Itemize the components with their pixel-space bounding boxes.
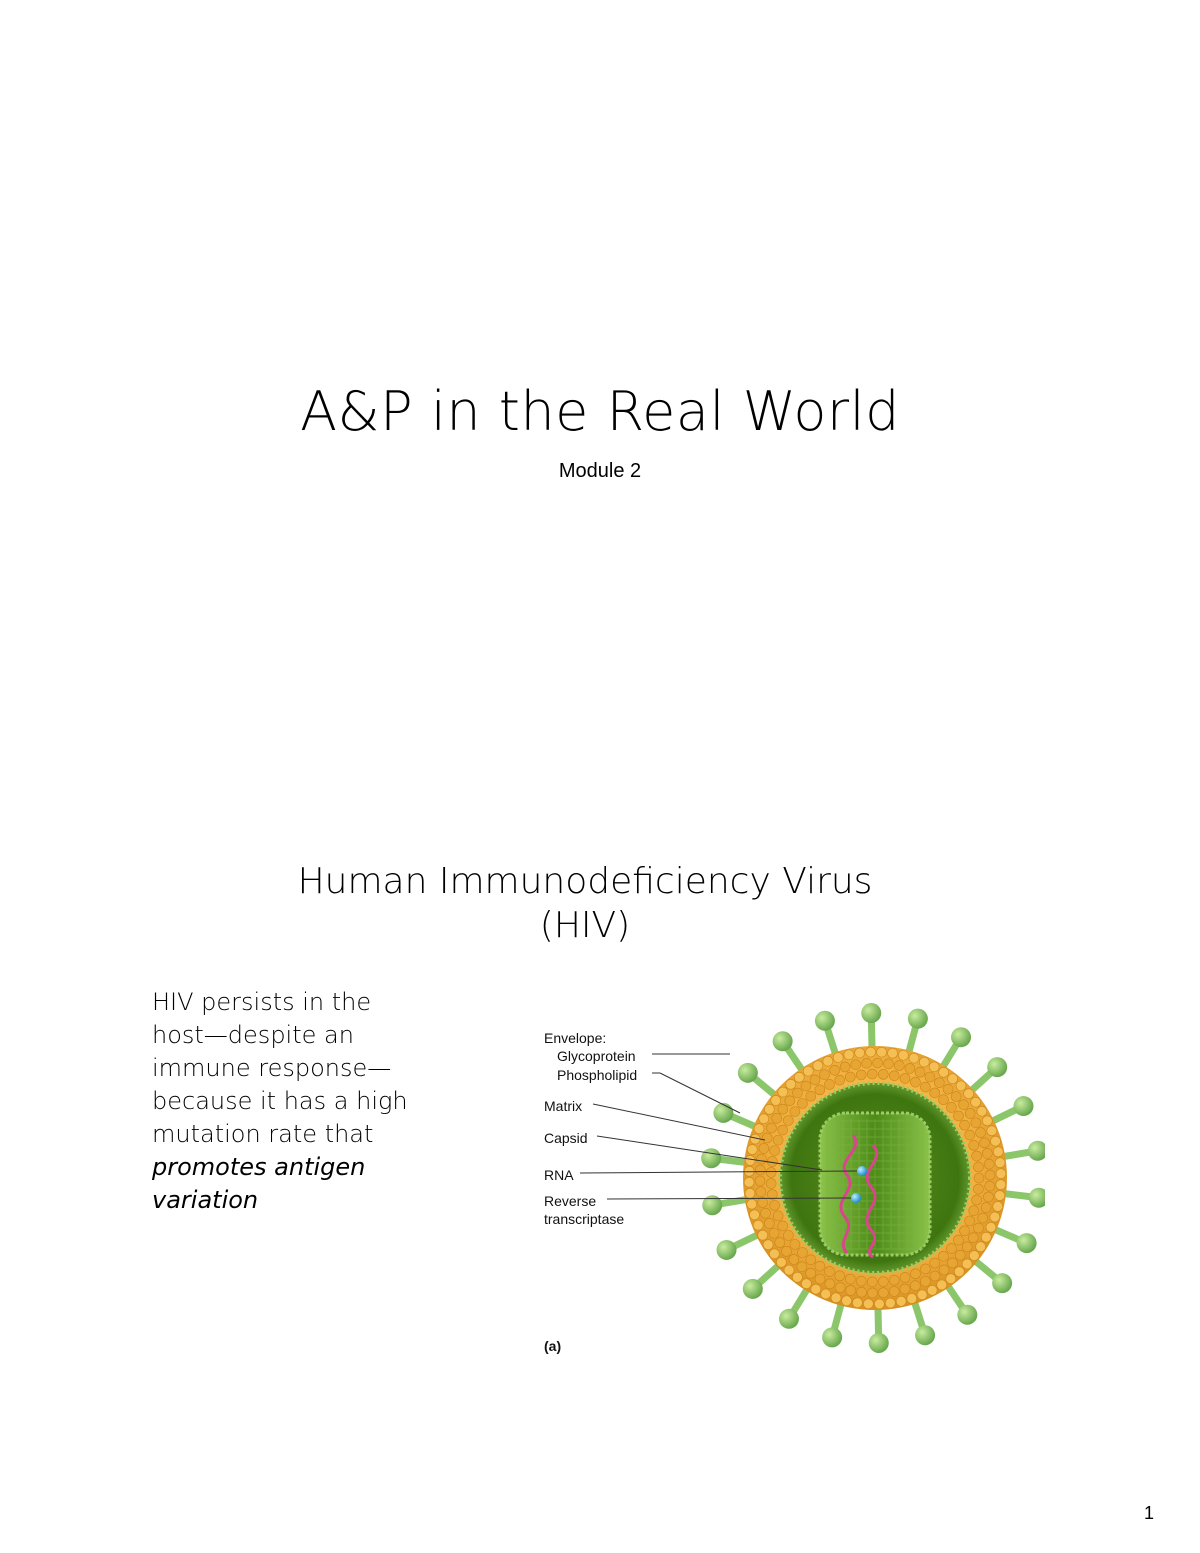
phospholipid-bead [878, 1277, 888, 1287]
phospholipid-bead [833, 1052, 843, 1062]
phospholipid-bead [917, 1290, 927, 1300]
phospholipid-bead [905, 1063, 915, 1073]
phospholipid-bead [938, 1251, 948, 1261]
phospholipid-bead [972, 1151, 982, 1161]
phospholipid-bead [900, 1273, 910, 1283]
label-phospholipid: Phospholipid [557, 1067, 638, 1083]
phospholipid-bead [842, 1296, 852, 1306]
phospholipid-bead [790, 1239, 800, 1249]
phospholipid-bead [840, 1062, 850, 1072]
phospholipid-bead [830, 1065, 840, 1075]
label-glycoprotein: Glycoprotein [557, 1048, 636, 1064]
body-emphasis-line: promotes antigen [152, 1153, 366, 1181]
phospholipid-bead [981, 1203, 991, 1213]
phospholipid-bead [920, 1082, 930, 1092]
phospholipid-bead [995, 1191, 1005, 1201]
phospholipid-bead [956, 1081, 966, 1091]
phospholipid-bead [985, 1181, 995, 1191]
phospholipid-bead [955, 1250, 965, 1260]
phospholipid-bead [965, 1216, 975, 1226]
body-line: immune response— [152, 1054, 392, 1082]
phospholipid-bead [856, 1276, 866, 1286]
phospholipid-bead [758, 1198, 768, 1208]
phospholipid-bead [969, 1206, 979, 1216]
spike-head [869, 1333, 889, 1353]
phospholipid-bead [778, 1221, 788, 1231]
phospholipid-bead [937, 1280, 947, 1290]
phospholipid-bead [785, 1096, 795, 1106]
phospholipid-bead [888, 1048, 898, 1058]
phospholipid-bead [855, 1048, 865, 1058]
phospholipid-bead [969, 1140, 979, 1150]
phospholipid-bead [971, 1097, 981, 1107]
phospholipid-bead [835, 1283, 845, 1293]
phospholipid-bead [776, 1257, 786, 1267]
phospholipid-bead [877, 1047, 887, 1057]
phospholipid-bead [825, 1079, 835, 1089]
reverse-transcriptase-molecule [851, 1193, 861, 1203]
phospholipid-bead [845, 1274, 855, 1284]
spike-head [908, 1009, 928, 1029]
spike-head [717, 1240, 737, 1260]
spike-head [815, 1011, 835, 1031]
phospholipid-bead [946, 1102, 956, 1112]
phospholipid-bead [769, 1228, 779, 1238]
spike-head [773, 1031, 793, 1051]
phospholipid-bead [993, 1147, 1003, 1157]
phospholipid-bead [927, 1285, 937, 1295]
phospholipid-bead [996, 1180, 1006, 1190]
phospholipid-bead [981, 1232, 991, 1242]
hiv-body-text [152, 986, 462, 1217]
phospholipid-bead [973, 1162, 983, 1172]
phospholipid-bead [889, 1275, 899, 1285]
phospholipid-bead [766, 1123, 776, 1133]
phospholipid-bead [747, 1199, 757, 1209]
phospholipid-bead [946, 1244, 956, 1254]
phospholipid-bead [771, 1095, 781, 1105]
label-rna: RNA [544, 1167, 574, 1183]
phospholipid-bead [965, 1108, 975, 1118]
spike-head [915, 1325, 935, 1345]
phospholipid-bead [821, 1289, 831, 1299]
phospholipid-bead [964, 1089, 974, 1099]
phospholipid-bead [747, 1145, 757, 1155]
body-line: because it has a high [152, 1087, 408, 1115]
spike-head [701, 1148, 721, 1168]
phospholipid-bead [951, 1092, 961, 1102]
phospholipid-bead [920, 1276, 930, 1286]
phospholipid-bead [749, 1210, 759, 1220]
phospholipid-bead [909, 1053, 919, 1063]
slide-subtitle: Module 2 [558, 460, 642, 482]
slide-title: A&P in the Real World [300, 380, 900, 443]
phospholipid-bead [965, 1130, 975, 1140]
phospholipid-bead [759, 1114, 769, 1124]
phospholipid-bead [745, 1155, 755, 1165]
label-capsid: Capsid [544, 1130, 588, 1146]
phospholipid-bead [930, 1088, 940, 1098]
phospholipid-bead [786, 1079, 796, 1089]
phospholipid-bead [878, 1069, 888, 1079]
spike-head [1029, 1188, 1045, 1208]
phospholipid-bead [973, 1184, 983, 1194]
phospholipid-bead [867, 1069, 877, 1079]
phospholipid-bead [986, 1222, 996, 1232]
phospholipid-bead [770, 1146, 780, 1156]
phospholipid-bead [764, 1104, 774, 1114]
phospholipid-bead [813, 1061, 823, 1071]
phospholipid-bead [823, 1056, 833, 1066]
phospholipid-bead [873, 1058, 883, 1068]
phospholipid-bead [778, 1104, 788, 1114]
label-reverse: Reverse [544, 1193, 597, 1209]
phospholipid-bead [991, 1136, 1001, 1146]
phospholipid-bead [960, 1226, 970, 1236]
phospholipid-bead [883, 1059, 893, 1069]
phospholipid-bead [974, 1173, 984, 1183]
phospholipid-bead [845, 1072, 855, 1082]
phospholipid-bead [925, 1072, 935, 1082]
phospholipid-bead [811, 1284, 821, 1294]
phospholipid-bead [938, 1095, 948, 1105]
label-envelope: Envelope: [544, 1030, 607, 1046]
page-number: 1 [1143, 1503, 1154, 1523]
phospholipid-bead [846, 1285, 856, 1295]
phospholipid-bead [993, 1201, 1003, 1211]
phospholipid-bead [755, 1165, 765, 1175]
hiv-slide-title [150, 860, 1020, 948]
phospholipid-bead [753, 1220, 763, 1230]
phospholipid-bead [900, 1073, 910, 1083]
phospholipid-bead [775, 1238, 785, 1248]
phospholipid-bead [930, 1271, 940, 1281]
phospholipid-bead [954, 1267, 964, 1277]
phospholipid-bead [759, 1143, 769, 1153]
phospholipid-bead [878, 1288, 888, 1298]
phospholipid-bead [763, 1240, 773, 1250]
spike-head [987, 1057, 1007, 1077]
phospholipid-bead [900, 1284, 910, 1294]
phospholipid-bead [962, 1242, 972, 1252]
phospholipid-bead [971, 1118, 981, 1128]
spike-head [738, 1063, 758, 1083]
phospholipid-bead [781, 1246, 791, 1256]
phospholipid-bead [874, 1299, 884, 1309]
phospholipid-bead [815, 1274, 825, 1284]
body-line: HIV persists in the [152, 988, 372, 1016]
phospholipid-bead [972, 1195, 982, 1205]
phospholipid-bead [982, 1148, 992, 1158]
phospholipid-bead [754, 1124, 764, 1134]
phospholipid-bead [778, 1087, 788, 1097]
phospholipid-bead [977, 1106, 987, 1116]
phospholipid-bead [792, 1272, 802, 1282]
phospholipid-bead [835, 1271, 845, 1281]
phospholipid-bead [948, 1074, 958, 1084]
hiv-structure-figure [535, 995, 1045, 1365]
phospholipid-bead [976, 1128, 986, 1138]
phospholipid-bead [790, 1107, 800, 1117]
phospholipid-bead [982, 1116, 992, 1126]
hiv-title-line2: (HIV) [539, 905, 631, 946]
phospholipid-bead [764, 1218, 774, 1228]
phospholipid-bead [934, 1078, 944, 1088]
phospholipid-bead [755, 1176, 765, 1186]
phospholipid-bead [947, 1258, 957, 1268]
phospholipid-bead [930, 1258, 940, 1268]
body-emphasis-line: variation [152, 1186, 259, 1214]
phospholipid-bead [889, 1286, 899, 1296]
phospholipid-bead [969, 1251, 979, 1261]
phospholipid-bead [976, 1242, 986, 1252]
phospholipid-bead [910, 1281, 920, 1291]
phospholipid-bead [866, 1047, 876, 1057]
phospholipid-bead [919, 1057, 929, 1067]
phospholipid-bead [773, 1211, 783, 1221]
phospholipid-bead [915, 1067, 925, 1077]
phospholipid-bead [810, 1075, 820, 1085]
body-line: host—despite an [152, 1021, 354, 1049]
phospholipid-bead [797, 1248, 807, 1258]
phospholipid-bead [806, 1091, 816, 1101]
phospholipid-bead [867, 1277, 877, 1287]
phospholipid-bead [962, 1259, 972, 1269]
label-matrix: Matrix [544, 1098, 583, 1114]
phospholipid-bead [801, 1279, 811, 1289]
phospholipid-bead [831, 1293, 841, 1303]
phospholipid-bead [769, 1249, 779, 1259]
phospholipid-bead [762, 1133, 772, 1143]
phospholipid-bead [789, 1254, 799, 1264]
phospholipid-bead [985, 1170, 995, 1180]
spike-head [1017, 1233, 1037, 1253]
spike-head [822, 1327, 842, 1347]
phospholipid-bead [907, 1294, 917, 1304]
phospholipid-bead [784, 1265, 794, 1275]
phospholipid-bead [744, 1177, 754, 1187]
phospholipid-bead [943, 1084, 953, 1094]
phospholipid-bead [896, 1296, 906, 1306]
spike-head [1028, 1141, 1045, 1161]
phospholipid-bead [910, 1077, 920, 1087]
spike-head [957, 1305, 977, 1325]
phospholipid-bead [995, 1158, 1005, 1168]
phospholipid-bead [960, 1120, 970, 1130]
phospholipid-bead [770, 1200, 780, 1210]
phospholipid-bead [856, 1070, 866, 1080]
phospholipid-bead [946, 1274, 956, 1284]
spike-head [992, 1273, 1012, 1293]
phospholipid-bead [820, 1070, 830, 1080]
phospholipid-bead [862, 1058, 872, 1068]
phospholipid-bead [825, 1267, 835, 1277]
phospholipid-bead [783, 1230, 793, 1240]
phospholipid-bead [863, 1299, 873, 1309]
phospholipid-bead [766, 1179, 776, 1189]
phospholipid-bead [793, 1088, 803, 1098]
phospholipid-bead [987, 1126, 997, 1136]
phospholipid-bead [766, 1167, 776, 1177]
phospholipid-bead [852, 1298, 862, 1308]
phospholipid-bead [794, 1072, 804, 1082]
phospholipid-bead [953, 1111, 963, 1121]
phospholipid-bead [894, 1061, 904, 1071]
phospholipid-bead [757, 1154, 767, 1164]
phospholipid-bead [929, 1062, 939, 1072]
spike-head [743, 1279, 763, 1299]
label-transcriptase: transcriptase [544, 1211, 625, 1227]
spike-head [779, 1309, 799, 1329]
phospholipid-bead [758, 1230, 768, 1240]
phospholipid-bead [797, 1262, 807, 1272]
phospholipid-bead [959, 1100, 969, 1110]
phospholipid-bead [910, 1269, 920, 1279]
phospholipid-bead [803, 1066, 813, 1076]
spike-head [713, 1103, 733, 1123]
phospholipid-bead [825, 1279, 835, 1289]
phospholipid-bead [898, 1050, 908, 1060]
phospholipid-bead [797, 1098, 807, 1108]
phospholipid-bead [983, 1192, 993, 1202]
phospholipid-bead [920, 1264, 930, 1274]
phospholipid-bead [835, 1075, 845, 1085]
phospholipid-bead [968, 1233, 978, 1243]
phospholipid-bead [745, 1188, 755, 1198]
phospholipid-bead [773, 1135, 783, 1145]
phospholipid-bead [815, 1085, 825, 1095]
phospholipid-bead [953, 1235, 963, 1245]
reverse-transcriptase-molecule [857, 1166, 867, 1176]
phospholipid-bead [783, 1116, 793, 1126]
phospholipid-bead [806, 1255, 816, 1265]
phospholipid-bead [979, 1138, 989, 1148]
phospholipid-bead [801, 1081, 811, 1091]
phospholipid-bead [772, 1113, 782, 1123]
phospholipid-bead [815, 1261, 825, 1271]
panel-label: (a) [544, 1338, 562, 1354]
phospholipid-bead [889, 1071, 899, 1081]
spike-head [951, 1027, 971, 1047]
body-line: mutation rate that [152, 1120, 374, 1148]
spike-head [861, 1003, 881, 1023]
phospholipid-bead [885, 1298, 895, 1308]
hiv-title-line1: Human Immunodeficiency Virus [297, 861, 873, 902]
spike-head [1013, 1096, 1033, 1116]
phospholipid-bead [851, 1060, 861, 1070]
phospholipid-bead [974, 1223, 984, 1233]
phospholipid-bead [867, 1288, 877, 1298]
phospholipid-bead [996, 1169, 1006, 1179]
phospholipid-bead [778, 1125, 788, 1135]
phospholipid-bead [806, 1268, 816, 1278]
phospholipid-bead [939, 1265, 949, 1275]
phospholipid-bead [767, 1156, 777, 1166]
phospholipid-bead [857, 1287, 867, 1297]
phospholipid-bead [844, 1050, 854, 1060]
phospholipid-bead [756, 1187, 766, 1197]
phospholipid-bead [761, 1208, 771, 1218]
phospholipid-bead [978, 1213, 988, 1223]
phospholipid-bead [939, 1067, 949, 1077]
phospholipid-bead [990, 1212, 1000, 1222]
phospholipid-bead [984, 1159, 994, 1169]
